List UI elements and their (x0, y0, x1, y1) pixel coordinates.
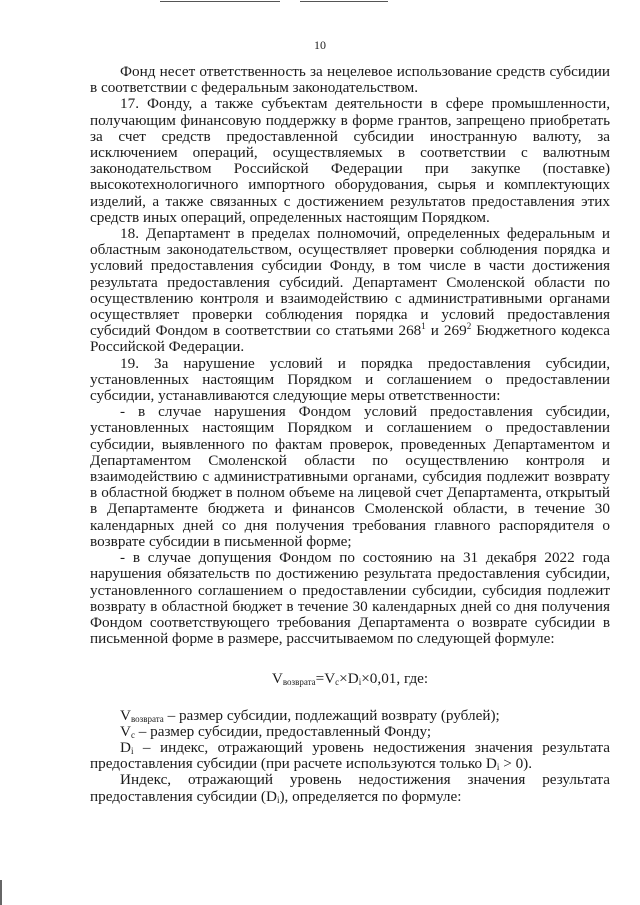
definition-subscript: i (130, 745, 134, 756)
paragraph-18-tail: Бюджетного кодекса Российской Федерации. (90, 322, 610, 356)
definition-v-return (90, 708, 610, 724)
index-subscript: i (276, 794, 280, 805)
paragraph-18-text: 18. Департамент в пределах полномочий, определенных федеральным и областным законодательством, осуществляет проверки соблюдения порядка и условий предоставления субсидии Фонду, в том числе в части достижения результата предоставления субсидий. Департамент Смоленской области по осуществлению контроля и взаимодействию с административными органами осуществляет проверки соблюдения порядка и условий предоставления субсидий Фондом в соответствии со статьями 268 (90, 225, 610, 340)
formula-part: =V (315, 670, 336, 688)
definition-d-i (90, 740, 610, 772)
index-tail: ), определяется по формуле: (279, 787, 462, 805)
definition-text: > 0). (499, 755, 533, 773)
formula-subscript: c (335, 677, 340, 688)
bullet-non-achievement: - в случае допущения Фондом по состоянию на 31 декабря 2022 года нарушения обязательств по достижению результата предоставления субсидии, установленного соглашением о предоставлении субсидии, субсидия подлежит возврату в областной бюджет в течение 30 календарных дней со дня получения Фондом соответствующего требования Департамента о возврате субсидии в письменной форме в размере, рассчитываемом по следующей формуле: (90, 549, 610, 648)
formula-part: ×0,01, где: (361, 670, 429, 688)
page-number: 10 (314, 38, 326, 52)
definition-subscript: i (496, 762, 500, 773)
definition-symbol: V (120, 706, 131, 724)
definition-symbol: V (120, 722, 131, 740)
paragraph-index (90, 772, 610, 804)
definition-v-c (90, 724, 610, 740)
formula (90, 671, 610, 687)
paragraph-18 (90, 226, 610, 356)
definition-text: – размер субсидии, предоставленный Фонду; (134, 722, 432, 740)
definition-subscript: возврата (130, 713, 164, 724)
scan-edge-mark (0, 880, 2, 905)
paragraph-fund-responsibility: Фонд несет ответственность за нецелевое использование средств субсидии в соответствии с федеральным законодательством. (90, 63, 610, 97)
paragraph-17: 17. Фонду, а также субъектам деятельности в сфере промышленности, получающим финансовую поддержку в форме грантов, запрещено приобретать за счет средств предоставленной субсидии иностранную валюту, за исключением операций, осуществляемых в соответствии с валютным законодательством Российской Федерации при закупке (поставке) высокотехнологичного импортного оборудования, сырья и комплектующих изделий, а также связанных с достижением результатов предоставления этих средств иных операций, определенных настоящим Порядком. (90, 95, 610, 226)
scan-line (300, 1, 388, 2)
formula-subscript: i (358, 677, 362, 688)
superscript: 1 (421, 321, 426, 332)
bullet-violation: - в случае нарушения Фондом условий предоставления субсидии, установленных настоящим Порядком и соглашением о предоставлении субсидии, выявленного по фактам проверок, проведенных Департаментом и Департаментом Смоленской области по осуществлению контроля и взаимодействию с административными органами, субсидия подлежит возврату в областной бюджет в полном объеме на лицевой счет Департамента, открытый в Департаменте бюджета и финансов Смоленской области, в течение 30 календарных дней со дня получения требования главного распорядителя о возврате субсидии в письменной форме; (90, 403, 610, 550)
paragraph-19: 19. За нарушение условий и порядка предоставления субсидии, установленных настоящим Порядком и соглашением о предоставлении субсидии, устанавливаются следующие меры ответственности: (90, 354, 610, 405)
definition-text: – размер субсидии, подлежащий возврату (рублей); (163, 706, 500, 724)
document-body (90, 64, 610, 805)
definition-text: – индекс, отражающий уровень недостижения значения результата предоставления субсидии (при расчете используются только D (90, 738, 610, 773)
scan-line (160, 1, 280, 2)
definition-subscript: c (130, 729, 135, 740)
formula-part: ×D (339, 670, 359, 688)
formula-symbol: V (271, 670, 283, 688)
index-text: Индекс, отражающий уровень недостижения значения результата предоставления субсидии (D (90, 771, 610, 805)
formula-subscript: возврата (282, 677, 316, 688)
paragraph-18-and: и 269 (425, 322, 467, 340)
superscript: 2 (466, 321, 472, 332)
definition-symbol: D (120, 738, 131, 756)
